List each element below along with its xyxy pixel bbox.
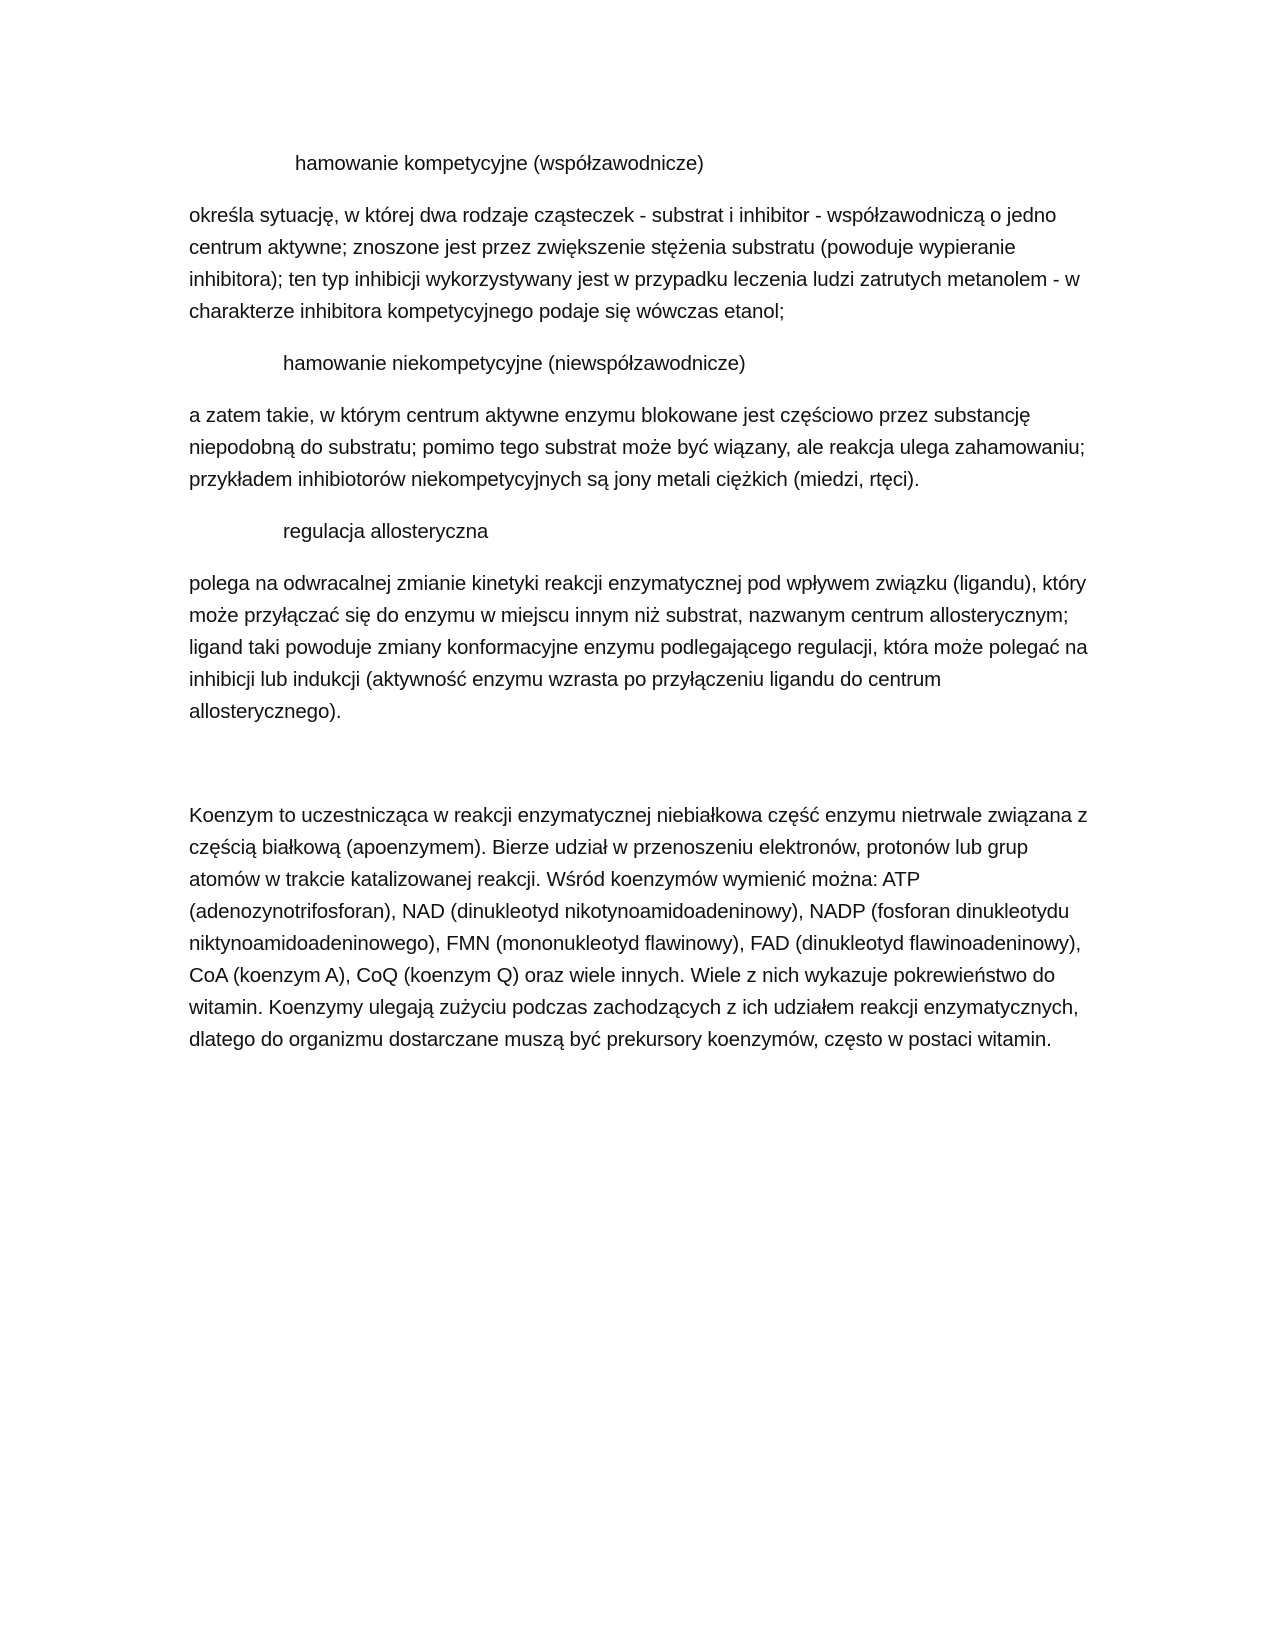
paragraph-allosteric-regulation: polega na odwracalnej zmianie kinetyki reakcji enzymatycznej pod wpływem związku (ligandu), który może przyłączać się do enzymu w miejscu innym niż substrat, nazwanym centrum allosterycznym; ligand taki powoduje zmiany konformacyjne enzymu podlegającego regulacji, która może polegać na inhibicji lub indukcji (aktywność enzymu wzrasta po przyłączeniu ligandu do centrum allosterycznego). — [189, 572, 1088, 723]
heading-noncompetitive-inhibition: hamowanie niekompetycyjne (niewspółzawodnicze) — [283, 352, 746, 375]
paragraph-competitive-inhibition: określa sytuację, w której dwa rodzaje cząsteczek - substrat i inhibitor - współzawodniczą o jedno centrum aktywne; znoszone jest przez zwiększenie stężenia substratu (powoduje wypieranie inhibitora); ten typ inhibicji wykorzystywany jest w przypadku leczenia ludzi zatrutych metanolem - w charakterze inhibitora kompetycyjnego podaje się wówczas etanol; — [189, 204, 1080, 323]
document-body — [189, 148, 1089, 1076]
paragraph-noncompetitive-inhibition: a zatem takie, w którym centrum aktywne enzymu blokowane jest częściowo przez substancję niepodobną do substratu; pomimo tego substrat może być wiązany, ale reakcja ulega zahamowaniu; przykładem inhibiotorów niekompetycyjnych są jony metali ciężkich (miedzi, rtęci). — [189, 404, 1086, 491]
heading-allosteric-regulation: regulacja allosteryczna — [283, 520, 489, 543]
section-gap — [189, 748, 1089, 800]
heading-competitive-inhibition: hamowanie kompetycyjne (współzawodnicze) — [295, 152, 704, 175]
paragraph-coenzyme: Koenzym to uczestnicząca w reakcji enzymatycznej niebiałkowa część enzymu nietrwale związana z częścią białkową (apoenzymem). Bierze udział w przenoszeniu elektronów, protonów lub grup atomów w trakcie katalizowanej reakcji. Wśród koenzymów wymienić można: ATP (adenozynotrifosforan), NAD (dinukleotyd nikotynoamidoadeninowy), NADP (fosforan dinukleotydu niktynoamidoadeninowego), FMN (mononukleotyd flawinowy), FAD (dinukleotyd flawinoadeninowy), CoA (koenzym A), CoQ (koenzym Q) oraz wiele innych. Wiele z nich wykazuje pokrewieństwo do witamin. Koenzymy ulegają zużyciu podczas zachodzących z ich udziałem reakcji enzymatycznych, dlatego do organizmu dostarczane muszą być prekursory koenzymów, często w postaci witamin. — [189, 804, 1088, 1051]
